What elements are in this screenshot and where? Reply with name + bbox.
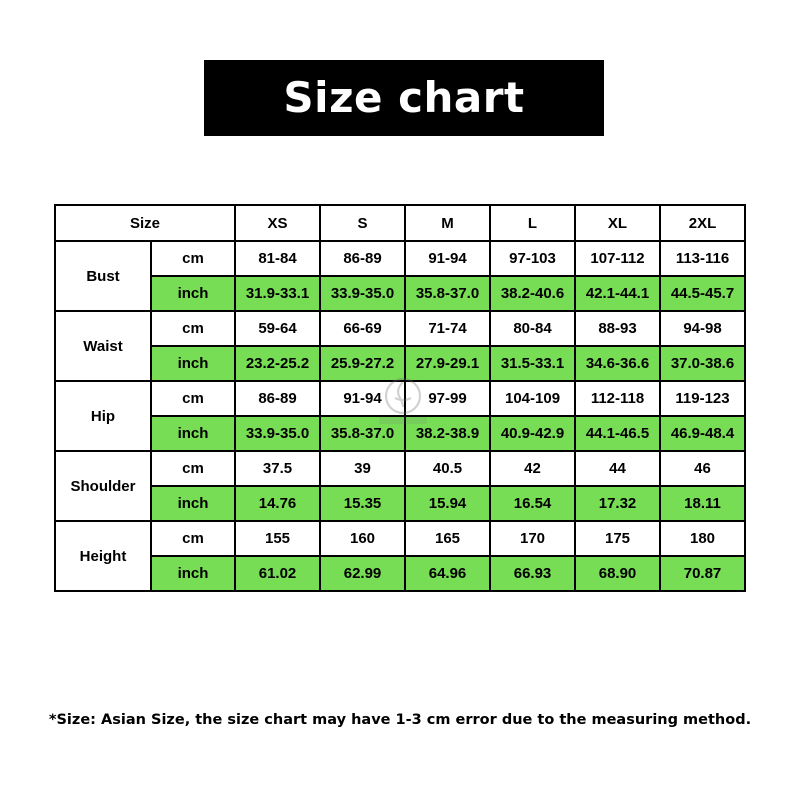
- cell-height-cm-2xl: 180: [660, 521, 745, 556]
- header-size-2xl: 2XL: [660, 205, 745, 241]
- cell-hip-inch-xl: 44.1-46.5: [575, 416, 660, 451]
- cell-shoulder-cm-2xl: 46: [660, 451, 745, 486]
- cell-height-cm-xs: 155: [235, 521, 320, 556]
- header-size-s: S: [320, 205, 405, 241]
- cell-waist-cm-2xl: 94-98: [660, 311, 745, 346]
- row-label-height: Height: [55, 521, 151, 591]
- cell-bust-inch-2xl: 44.5-45.7: [660, 276, 745, 311]
- cell-hip-inch-s: 35.8-37.0: [320, 416, 405, 451]
- cell-waist-inch-l: 31.5-33.1: [490, 346, 575, 381]
- unit-inch: inch: [151, 346, 235, 381]
- cell-height-cm-s: 160: [320, 521, 405, 556]
- cell-hip-inch-l: 40.9-42.9: [490, 416, 575, 451]
- cell-waist-cm-m: 71-74: [405, 311, 490, 346]
- row-label-waist: Waist: [55, 311, 151, 381]
- cell-hip-cm-m: 97-99: [405, 381, 490, 416]
- cell-hip-cm-xl: 112-118: [575, 381, 660, 416]
- unit-inch: inch: [151, 416, 235, 451]
- unit-cm: cm: [151, 381, 235, 416]
- row-label-bust: Bust: [55, 241, 151, 311]
- unit-cm: cm: [151, 451, 235, 486]
- unit-cm: cm: [151, 311, 235, 346]
- cell-bust-cm-m: 91-94: [405, 241, 490, 276]
- unit-cm: cm: [151, 241, 235, 276]
- cell-height-inch-l: 66.93: [490, 556, 575, 591]
- table-row: [55, 521, 745, 556]
- cell-waist-cm-xs: 59-64: [235, 311, 320, 346]
- cell-shoulder-cm-l: 42: [490, 451, 575, 486]
- cell-bust-cm-l: 97-103: [490, 241, 575, 276]
- table-row: [55, 381, 745, 416]
- cell-shoulder-cm-m: 40.5: [405, 451, 490, 486]
- cell-waist-cm-xl: 88-93: [575, 311, 660, 346]
- cell-waist-inch-2xl: 37.0-38.6: [660, 346, 745, 381]
- cell-hip-inch-m: 38.2-38.9: [405, 416, 490, 451]
- cell-hip-cm-2xl: 119-123: [660, 381, 745, 416]
- unit-inch: inch: [151, 556, 235, 591]
- cell-shoulder-inch-s: 15.35: [320, 486, 405, 521]
- cell-shoulder-inch-xl: 17.32: [575, 486, 660, 521]
- header-size-l: L: [490, 205, 575, 241]
- header-size-xs: XS: [235, 205, 320, 241]
- cell-bust-inch-xs: 31.9-33.1: [235, 276, 320, 311]
- cell-hip-cm-s: 91-94: [320, 381, 405, 416]
- cell-bust-cm-2xl: 113-116: [660, 241, 745, 276]
- cell-hip-cm-l: 104-109: [490, 381, 575, 416]
- table-row: [55, 451, 745, 486]
- unit-cm: cm: [151, 521, 235, 556]
- cell-waist-inch-xs: 23.2-25.2: [235, 346, 320, 381]
- cell-waist-inch-xl: 34.6-36.6: [575, 346, 660, 381]
- table-row: [55, 416, 745, 451]
- title-banner: [204, 60, 604, 136]
- table-row: [55, 241, 745, 276]
- row-label-hip: Hip: [55, 381, 151, 451]
- cell-waist-cm-s: 66-69: [320, 311, 405, 346]
- cell-height-inch-m: 64.96: [405, 556, 490, 591]
- cell-shoulder-cm-xs: 37.5: [235, 451, 320, 486]
- cell-shoulder-cm-s: 39: [320, 451, 405, 486]
- cell-bust-inch-l: 38.2-40.6: [490, 276, 575, 311]
- table-row: [55, 556, 745, 591]
- header-size-xl: XL: [575, 205, 660, 241]
- cell-bust-inch-s: 33.9-35.0: [320, 276, 405, 311]
- cell-waist-inch-m: 27.9-29.1: [405, 346, 490, 381]
- header-size-m: M: [405, 205, 490, 241]
- cell-bust-cm-s: 86-89: [320, 241, 405, 276]
- unit-inch: inch: [151, 276, 235, 311]
- cell-height-cm-xl: 175: [575, 521, 660, 556]
- cell-hip-cm-xs: 86-89: [235, 381, 320, 416]
- cell-shoulder-inch-2xl: 18.11: [660, 486, 745, 521]
- cell-bust-cm-xs: 81-84: [235, 241, 320, 276]
- page-title: Size chart: [283, 73, 525, 122]
- cell-height-inch-s: 62.99: [320, 556, 405, 591]
- table-row: [55, 486, 745, 521]
- cell-bust-inch-m: 35.8-37.0: [405, 276, 490, 311]
- cell-waist-cm-l: 80-84: [490, 311, 575, 346]
- cell-shoulder-inch-xs: 14.76: [235, 486, 320, 521]
- header-size-label: Size: [55, 205, 235, 241]
- cell-height-inch-xs: 61.02: [235, 556, 320, 591]
- cell-height-cm-l: 170: [490, 521, 575, 556]
- unit-inch: inch: [151, 486, 235, 521]
- cell-bust-cm-xl: 107-112: [575, 241, 660, 276]
- cell-height-cm-m: 165: [405, 521, 490, 556]
- cell-hip-inch-xs: 33.9-35.0: [235, 416, 320, 451]
- cell-shoulder-cm-xl: 44: [575, 451, 660, 486]
- table-header-row: [55, 205, 745, 241]
- size-chart-table: [54, 204, 746, 592]
- cell-shoulder-inch-m: 15.94: [405, 486, 490, 521]
- footnote-text: *Size: Asian Size, the size chart may have 1-3 cm error due to the measuring method.: [48, 712, 752, 728]
- cell-bust-inch-xl: 42.1-44.1: [575, 276, 660, 311]
- cell-shoulder-inch-l: 16.54: [490, 486, 575, 521]
- cell-height-inch-xl: 68.90: [575, 556, 660, 591]
- cell-hip-inch-2xl: 46.9-48.4: [660, 416, 745, 451]
- size-chart-table-wrap: [54, 204, 746, 592]
- row-label-shoulder: Shoulder: [55, 451, 151, 521]
- table-row: [55, 276, 745, 311]
- cell-waist-inch-s: 25.9-27.2: [320, 346, 405, 381]
- cell-height-inch-2xl: 70.87: [660, 556, 745, 591]
- table-row: [55, 346, 745, 381]
- table-row: [55, 311, 745, 346]
